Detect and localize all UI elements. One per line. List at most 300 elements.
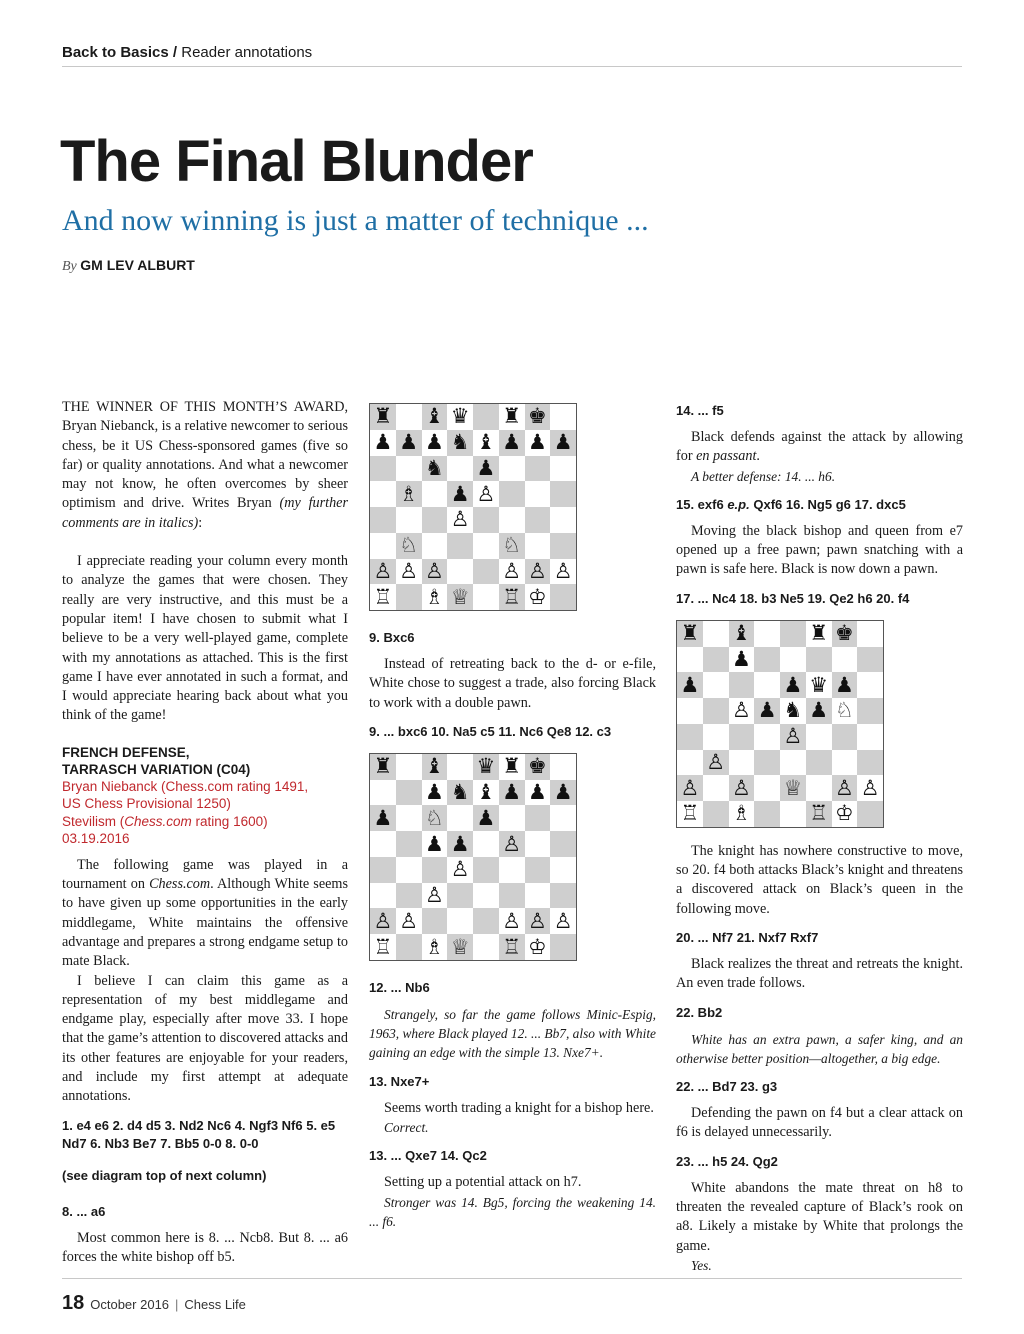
g3-comment: Defending the pawn on f4 but a clear attack on f6 is delayed unnecessarily.	[676, 1105, 963, 1141]
board-square	[447, 430, 473, 456]
magazine-name: Chess Life	[184, 1297, 246, 1312]
qg2-comment: White abandons the mate threat on h8 to threaten the revealed capture of Black’s rook on a8. Likely a mistake by White that prolongs the game.	[676, 1179, 963, 1254]
intro-end: :	[198, 514, 203, 531]
board-square	[370, 559, 396, 585]
board-square	[396, 507, 422, 533]
board-square	[447, 507, 473, 533]
board-square	[857, 775, 883, 801]
black-pawn-icon: ♟	[783, 672, 803, 697]
move-9-bxc6: 9. Bxc6	[369, 630, 415, 645]
black-bishop-icon: ♝	[476, 430, 496, 455]
white-rook-icon: ♖	[373, 584, 393, 609]
board-square	[677, 801, 703, 827]
subsection-name: Reader annotations	[181, 44, 313, 61]
black-pawn-icon: ♟	[424, 831, 444, 856]
white-bishop-icon: ♗	[399, 481, 419, 506]
white-pawn-icon: ♙	[834, 775, 854, 800]
white-knight-icon: ♘	[502, 533, 522, 558]
moves-17-20: 17. ... Nc4 18. b3 Ne5 19. Qe2 h6 20. f4	[676, 590, 910, 606]
header-divider: /	[172, 44, 178, 61]
article-title: The Final Blunder	[60, 129, 533, 194]
black-bishop-icon: ♝	[476, 780, 496, 805]
white-knight-icon: ♘	[834, 698, 854, 723]
board-square	[370, 404, 396, 430]
board-square	[499, 780, 525, 806]
black-player	[62, 813, 348, 831]
board-square	[370, 456, 396, 482]
white-queen-icon: ♕	[450, 584, 470, 609]
black-bishop-icon: ♝	[424, 754, 444, 779]
column-2	[369, 398, 656, 1231]
board-square	[832, 801, 858, 827]
board-square	[550, 908, 576, 934]
board-square	[422, 754, 448, 780]
footer-divider: |	[175, 1297, 179, 1312]
f5-comment	[676, 428, 963, 467]
board-square	[525, 456, 551, 482]
white-pawn-icon: ♙	[680, 775, 700, 800]
board-square	[754, 698, 780, 724]
opening-line-1: FRENCH DEFENSE,	[62, 744, 190, 760]
board-square	[525, 908, 551, 934]
board-square	[525, 533, 551, 559]
white-pawn-icon: ♙	[502, 831, 522, 856]
white-pawn-icon: ♙	[450, 507, 470, 532]
black-player-name: Stevilism (	[62, 813, 125, 829]
board-square	[396, 533, 422, 559]
board-square	[473, 481, 499, 507]
board-square	[703, 621, 729, 647]
board-square	[499, 805, 525, 831]
board-square	[499, 430, 525, 456]
board-square	[396, 934, 422, 960]
board-square	[473, 754, 499, 780]
board-square	[780, 750, 806, 776]
board-square	[703, 672, 729, 698]
board-square	[396, 430, 422, 456]
black-pawn-icon: ♟	[553, 780, 573, 805]
board-square	[499, 908, 525, 934]
board-square	[832, 724, 858, 750]
board-square	[473, 404, 499, 430]
game-intro-site: Chess.com	[149, 876, 211, 893]
opening-line-2: TARRASCH VARIATION (C04)	[62, 761, 251, 777]
game-intro-paragraph	[62, 856, 348, 972]
board-square	[473, 584, 499, 610]
board-square	[857, 672, 883, 698]
white-rook-icon: ♖	[809, 801, 829, 826]
f5-text-a: Black defends against the attack by allowing for	[676, 429, 963, 465]
board-square	[396, 908, 422, 934]
black-pawn-icon: ♟	[834, 672, 854, 697]
moves-9-12: 9. ... bxc6 10. Na5 c5 11. Nc6 Qe8 12. c3	[369, 723, 612, 739]
board-square	[396, 754, 422, 780]
board-square	[857, 724, 883, 750]
board-square	[396, 456, 422, 482]
running-header	[62, 44, 962, 61]
footer-rule	[62, 1278, 962, 1279]
board-square	[550, 507, 576, 533]
board-square	[370, 908, 396, 934]
white-pawn-icon: ♙	[399, 558, 419, 583]
board-square	[550, 780, 576, 806]
board-square	[729, 750, 755, 776]
white-pawn-icon: ♙	[527, 558, 547, 583]
board-square	[473, 507, 499, 533]
board-square	[422, 857, 448, 883]
board-square	[832, 750, 858, 776]
board-square	[525, 805, 551, 831]
black-pawn-icon: ♟	[399, 430, 419, 455]
board-square	[396, 481, 422, 507]
chess-diagram-3	[676, 620, 884, 828]
board-square	[550, 481, 576, 507]
board-square	[525, 507, 551, 533]
board-square	[396, 584, 422, 610]
board-square	[473, 780, 499, 806]
bxc6-comment: Instead of retreating back to the d- or e-file, White chose to suggest a trade, also forcing Black to work with a double pawn.	[369, 656, 656, 711]
white-king-icon: ♔	[834, 801, 854, 826]
board-square	[422, 430, 448, 456]
white-pawn-icon: ♙	[399, 908, 419, 933]
a6-comment: Most common here is 8. ... Ncb8. But 8. ... a6 forces the white bishop off b5.	[62, 1229, 348, 1265]
board-square	[857, 621, 883, 647]
bb2-comment: White has an extra pawn, a safer king, and an otherwise better position—altogether, a big edge.	[676, 1031, 963, 1066]
board-square	[806, 647, 832, 673]
board-square	[370, 481, 396, 507]
board-square	[499, 404, 525, 430]
board-square	[703, 698, 729, 724]
intro-text: THE WINNER OF THIS MONTH’S AWARD, Bryan Niebanck, is a relative newcomer to serious chess, be it US Chess-sponsored games (five so far) or quality annotations. And what a newcomer may not know, he often overcomes by sheer optimism and drive. Writes Bryan	[62, 399, 349, 512]
board-square	[447, 934, 473, 960]
board-square	[677, 672, 703, 698]
board-square	[396, 857, 422, 883]
board-square	[499, 584, 525, 610]
board-square	[550, 404, 576, 430]
letter-paragraph: I appreciate reading your column every month to analyze the games that were chosen. They really are very instructive, and this must be a popular item! I have chosen to submit what I believe to be a very well-played game, complete with my annotations as attached. This is the first game I have ever annotated in such a format, and I would appreciate hearing back about what you think of the game!	[62, 553, 348, 724]
board-square	[422, 584, 448, 610]
byline-author: GM LEV ALBURT	[80, 257, 195, 273]
opening-title	[62, 744, 348, 778]
white-pawn-icon: ♙	[373, 558, 393, 583]
moves-22-23: 22. ... Bd7 23. g3	[676, 1079, 778, 1095]
black-pawn-icon: ♟	[424, 780, 444, 805]
white-rook-icon: ♖	[373, 934, 393, 959]
white-bishop-icon: ♗	[424, 584, 444, 609]
board-square	[677, 750, 703, 776]
board-square	[473, 430, 499, 456]
white-pawn-icon: ♙	[731, 698, 751, 723]
black-rook-icon: ♜	[809, 621, 829, 646]
board-square	[780, 801, 806, 827]
board-square	[525, 780, 551, 806]
board-square	[703, 775, 729, 801]
board-square	[729, 801, 755, 827]
black-pawn-icon: ♟	[373, 805, 393, 830]
issue-date: October 2016	[90, 1297, 170, 1312]
board-square	[396, 780, 422, 806]
white-pawn-icon: ♙	[424, 558, 444, 583]
board-square	[806, 775, 832, 801]
black-pawn-icon: ♟	[450, 831, 470, 856]
board-square	[857, 801, 883, 827]
black-pawn-icon: ♟	[809, 698, 829, 723]
board-square	[677, 775, 703, 801]
white-rook-icon: ♖	[680, 801, 700, 826]
white-pawn-icon: ♙	[476, 481, 496, 506]
board-square	[729, 724, 755, 750]
board-square	[832, 775, 858, 801]
board-square	[550, 754, 576, 780]
black-knight-icon: ♞	[783, 698, 803, 723]
nb6-comment: Strangely, so far the game follows Minic-Espig, 1963, where Black played 12. ... Bb7, also with White gaining an edge with the simple 13. Nxe7+.	[369, 1006, 656, 1061]
board-square	[806, 801, 832, 827]
board-square	[396, 883, 422, 909]
board-square	[832, 672, 858, 698]
white-pawn-icon: ♙	[706, 749, 726, 774]
board-square	[806, 672, 832, 698]
board-square	[703, 647, 729, 673]
board-square	[370, 883, 396, 909]
board-square	[370, 754, 396, 780]
black-rook-icon: ♜	[373, 404, 393, 429]
board-square	[396, 831, 422, 857]
white-pawn-icon: ♙	[373, 908, 393, 933]
white-pawn-icon: ♙	[553, 908, 573, 933]
board-square	[525, 934, 551, 960]
white-pawn-icon: ♙	[424, 883, 444, 908]
board-square	[499, 559, 525, 585]
moves-20-21: 20. ... Nf7 21. Nxf7 Rxf7	[676, 929, 819, 945]
board-square	[422, 934, 448, 960]
board-square	[499, 507, 525, 533]
board-square	[499, 481, 525, 507]
board-square	[370, 934, 396, 960]
board-square	[857, 647, 883, 673]
black-king-icon: ♚	[527, 404, 547, 429]
board-square	[473, 456, 499, 482]
board-square	[754, 801, 780, 827]
board-square	[447, 908, 473, 934]
chess-diagram-2	[369, 753, 577, 961]
board-square	[447, 780, 473, 806]
black-queen-icon: ♛	[809, 672, 829, 697]
board-square	[422, 559, 448, 585]
board-square	[677, 621, 703, 647]
board-square	[422, 805, 448, 831]
board-square	[447, 559, 473, 585]
byline	[62, 257, 195, 275]
board-square	[447, 883, 473, 909]
board-square	[550, 883, 576, 909]
black-pawn-icon: ♟	[450, 481, 470, 506]
board-square	[550, 533, 576, 559]
board-square	[780, 647, 806, 673]
header-rule	[62, 66, 962, 67]
board-square	[422, 507, 448, 533]
claim-paragraph: I believe I can claim this game as a representation of my best middlegame and endgame play, especially after move 33. I hope that the game’s attention to discovered attacks and its other features are enjoyable for your readers, and include my first attempt at adequate annotations.	[62, 972, 348, 1105]
move-13-nxe7: 13. Nxe7+	[369, 1073, 430, 1089]
black-pawn-icon: ♟	[527, 430, 547, 455]
section-name: Back to Basics	[62, 44, 169, 61]
page-number: 18	[62, 1292, 85, 1314]
board-square	[677, 647, 703, 673]
board-square	[754, 672, 780, 698]
players-block	[62, 778, 348, 848]
board-square	[447, 584, 473, 610]
black-pawn-icon: ♟	[553, 430, 573, 455]
board-square	[729, 621, 755, 647]
board-square	[499, 533, 525, 559]
black-pawn-icon: ♟	[757, 698, 777, 723]
board-square	[754, 750, 780, 776]
dxc5-comment: Moving the black bishop and queen from e7 opened up a free pawn; pawn snatching with a pawn is safe here. Black is now down a pawn.	[676, 522, 963, 578]
board-square	[370, 805, 396, 831]
board-square	[447, 831, 473, 857]
black-pawn-icon: ♟	[373, 430, 393, 455]
white-pawn-icon: ♙	[783, 724, 803, 749]
white-pawn-icon: ♙	[502, 908, 522, 933]
board-square	[447, 404, 473, 430]
black-pawn-icon: ♟	[424, 430, 444, 455]
moves-23-24: 23. ... h5 24. Qg2	[676, 1153, 778, 1169]
board-square	[370, 533, 396, 559]
board-square	[525, 559, 551, 585]
black-knight-icon: ♞	[450, 780, 470, 805]
board-square	[396, 805, 422, 831]
white-player: Bryan Niebanck (Chess.com rating 1491,	[62, 778, 309, 794]
white-pawn-icon: ♙	[731, 775, 751, 800]
board-square	[499, 831, 525, 857]
board-square	[857, 698, 883, 724]
board-square	[806, 724, 832, 750]
move-22-bb2: 22. Bb2	[676, 1004, 723, 1020]
board-square	[550, 456, 576, 482]
board-square	[677, 698, 703, 724]
board-square	[447, 805, 473, 831]
board-square	[780, 698, 806, 724]
black-bishop-icon: ♝	[731, 621, 751, 646]
black-king-icon: ♚	[834, 621, 854, 646]
white-pawn-icon: ♙	[450, 857, 470, 882]
qc2-comment: Setting up a potential attack on h7.	[384, 1174, 582, 1191]
f5-text-b: .	[756, 448, 760, 465]
board-square	[832, 698, 858, 724]
board-square	[525, 404, 551, 430]
board-square	[832, 647, 858, 673]
nxe7-reply: Correct.	[384, 1120, 429, 1136]
board-square	[473, 533, 499, 559]
intro-paragraph	[62, 398, 348, 533]
board-square	[780, 724, 806, 750]
qg2-reply: Yes.	[691, 1257, 712, 1273]
black-rook-icon: ♜	[373, 754, 393, 779]
board-square	[370, 831, 396, 857]
board-square	[806, 750, 832, 776]
board-square	[754, 621, 780, 647]
board-square	[422, 831, 448, 857]
byline-by: By	[62, 259, 77, 274]
column-1	[62, 398, 348, 1267]
moves-13-14: 13. ... Qxe7 14. Qc2	[369, 1148, 487, 1164]
black-pawn-icon: ♟	[502, 430, 522, 455]
board-square	[447, 481, 473, 507]
white-queen-icon: ♕	[450, 934, 470, 959]
board-square	[396, 559, 422, 585]
black-rook-icon: ♜	[680, 621, 700, 646]
black-rook-icon: ♜	[502, 754, 522, 779]
rxf7-comment: Black realizes the threat and retreats the knight. An even trade follows.	[676, 955, 963, 992]
white-knight-icon: ♘	[424, 805, 444, 830]
board-square	[525, 430, 551, 456]
black-pawn-icon: ♟	[731, 646, 751, 671]
board-square	[550, 430, 576, 456]
board-square	[447, 456, 473, 482]
board-square	[473, 805, 499, 831]
board-square	[729, 647, 755, 673]
black-queen-icon: ♛	[476, 754, 496, 779]
board-square	[499, 934, 525, 960]
black-player-site: Chess.com	[124, 813, 192, 829]
board-square	[857, 750, 883, 776]
board-square	[703, 750, 729, 776]
board-square	[677, 724, 703, 750]
move-12-nb6: 12. ... Nb6	[369, 979, 430, 995]
white-pawn-icon: ♙	[553, 558, 573, 583]
moves-15-ep: e.p.	[727, 496, 750, 512]
board-square	[447, 754, 473, 780]
board-square	[703, 801, 729, 827]
board-square	[370, 857, 396, 883]
white-king-icon: ♔	[527, 584, 547, 609]
board-square	[729, 698, 755, 724]
board-square	[550, 805, 576, 831]
black-player-rating: rating 1600)	[191, 813, 268, 829]
board-square	[447, 533, 473, 559]
game-date: 03.19.2016	[62, 831, 130, 847]
board-square	[525, 584, 551, 610]
board-square	[422, 780, 448, 806]
moves-1-8: 1. e4 e6 2. d4 d5 3. Nd2 Nc6 4. Ngf3 Nf6 5. e5 Nd7 6. Nb3 Be7 7. Bb5 0-0 8. 0-0	[62, 1117, 336, 1151]
board-square	[806, 621, 832, 647]
board-square	[370, 507, 396, 533]
board-square	[422, 883, 448, 909]
chess-diagram-1	[369, 403, 577, 611]
board-square	[422, 533, 448, 559]
black-queen-icon: ♛	[450, 404, 470, 429]
white-rating: US Chess Provisional 1250)	[62, 796, 231, 812]
page-footer	[62, 1292, 246, 1315]
board-square	[422, 456, 448, 482]
white-rook-icon: ♖	[502, 934, 522, 959]
board-square	[499, 754, 525, 780]
board-square	[473, 559, 499, 585]
black-knight-icon: ♞	[424, 455, 444, 480]
board-square	[525, 831, 551, 857]
board-square	[499, 883, 525, 909]
board-square	[473, 934, 499, 960]
board-square	[550, 934, 576, 960]
board-square	[473, 857, 499, 883]
white-bishop-icon: ♗	[424, 934, 444, 959]
board-square	[754, 724, 780, 750]
black-pawn-icon: ♟	[476, 455, 496, 480]
board-square	[780, 775, 806, 801]
board-square	[422, 908, 448, 934]
board-square	[499, 456, 525, 482]
board-square	[550, 857, 576, 883]
black-king-icon: ♚	[527, 754, 547, 779]
